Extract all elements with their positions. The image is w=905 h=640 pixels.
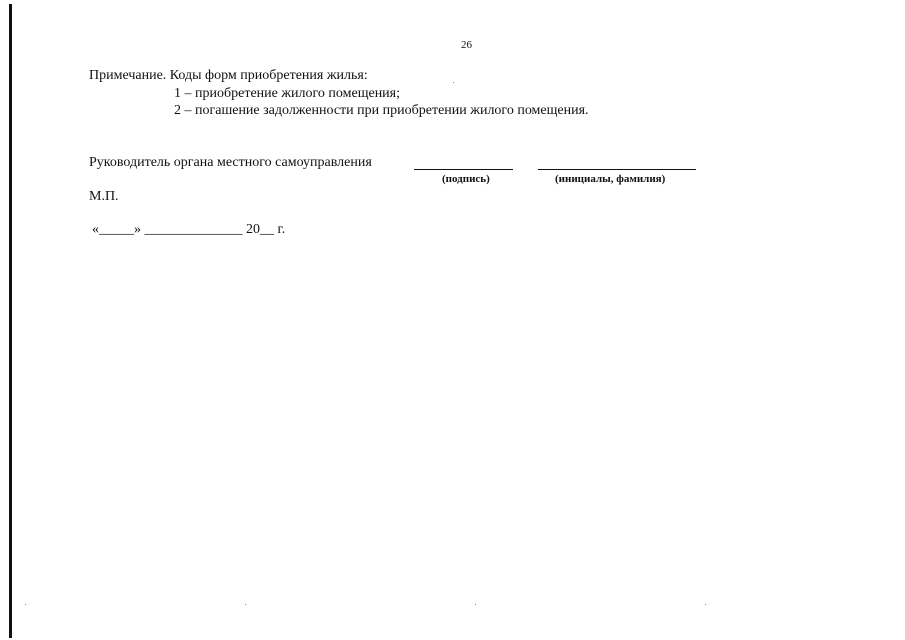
scan-speck: [475, 604, 476, 605]
signature-caption: (подпись): [442, 173, 490, 185]
signature-line: [414, 169, 513, 170]
binding-margin-line: [9, 4, 12, 638]
note-title: Примечание. Коды форм приобретения жилья:: [89, 68, 368, 83]
note-item-1: 1 – приобретение жилого помещения;: [174, 86, 401, 101]
scan-speck: [25, 604, 26, 605]
note-item-2: 2 – погашение задолженности при приобретении жилого помещения.: [174, 103, 589, 118]
stamp-place-label: М.П.: [89, 189, 119, 204]
page-number: 26: [461, 39, 472, 51]
name-caption: (инициалы, фамилия): [555, 173, 666, 185]
head-of-authority-label: Руководитель органа местного самоуправления: [89, 155, 372, 170]
scan-speck: [453, 82, 454, 83]
scan-speck: [245, 604, 246, 605]
scan-speck: [705, 604, 706, 605]
name-line: [538, 169, 696, 170]
date-field: «_____» ______________ 20__ г.: [92, 222, 286, 237]
